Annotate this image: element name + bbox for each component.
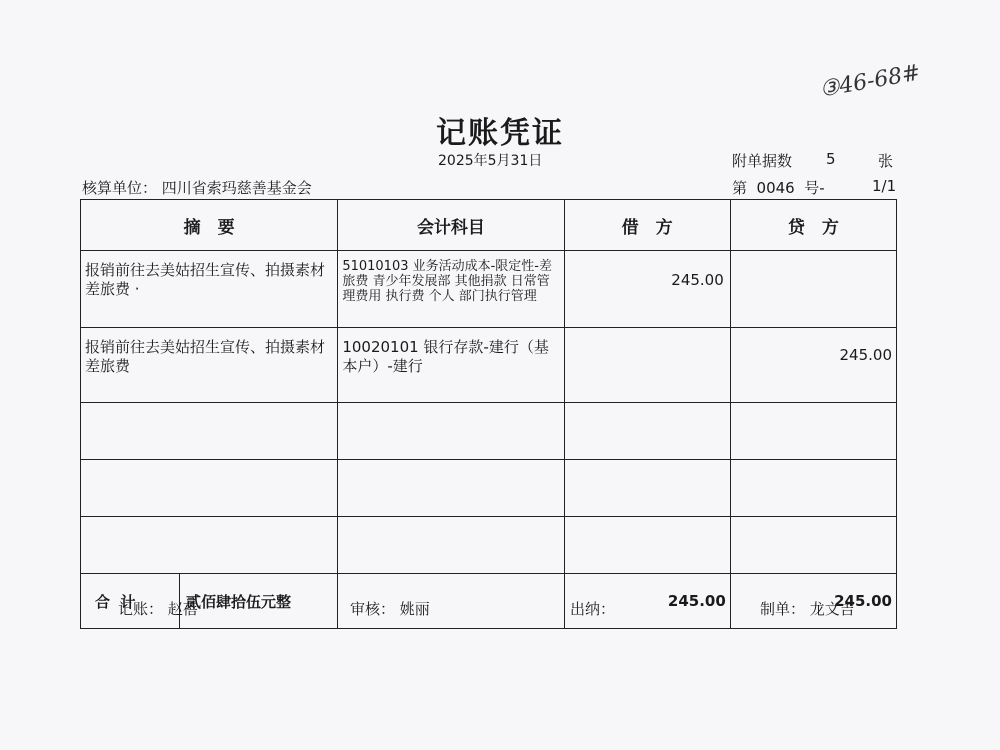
accounting-unit: 核算单位： 四川省索玛慈善基金会: [82, 179, 312, 197]
reviewer-signature: 审核： 姚丽: [350, 600, 430, 618]
attachments-unit: 张: [878, 152, 894, 170]
total-credit: 245.00: [730, 574, 896, 629]
header-credit: 贷 方: [730, 200, 896, 251]
preparer-signature: 制单： 龙文吉: [760, 600, 855, 618]
handwritten-note: ③46-68#: [818, 60, 923, 103]
page-title: 记账凭证: [436, 116, 564, 151]
total-label: 合 计: [81, 574, 180, 628]
attachments-label: 附单据数: [732, 152, 793, 170]
bookkeeper-signature: 记账： 赵蓓: [118, 600, 198, 618]
voucher-table: [80, 199, 897, 629]
entry-credit: [730, 251, 896, 328]
total-debit: 245.00: [564, 574, 730, 629]
header-subject: 会计科目: [338, 200, 564, 251]
entry-summary: 报销前往去美姑招生宣传、拍摄素材差旅费: [81, 328, 338, 403]
entry-credit: 245.00: [730, 328, 896, 403]
voucher-page-number: 1/1: [872, 177, 897, 195]
table-row: [81, 328, 897, 403]
table-row-empty: [81, 403, 897, 460]
voucher-number: 第 0046 号-: [732, 179, 825, 197]
entry-summary: 报销前往去美姑招生宣传、拍摄素材差旅费 ·: [81, 251, 338, 328]
header-debit: 借 方: [564, 200, 730, 251]
table-row-empty: [81, 517, 897, 574]
table-row: [81, 251, 897, 328]
entry-debit: 245.00: [564, 251, 730, 328]
entry-subject: 10020101 银行存款-建行（基本户）-建行: [338, 328, 564, 403]
entry-debit: [564, 328, 730, 403]
header-summary: 摘 要: [81, 200, 338, 251]
entry-subject: 51010103 业务活动成本-限定性-差旅费 青少年发展部 其他捐款 日常管理费用 执行费 个人 部门执行管理: [338, 251, 564, 328]
voucher-date: 2025年5月31日: [438, 153, 543, 169]
attachments-count: 5: [826, 150, 836, 168]
table-header-row: [81, 200, 897, 251]
total-in-words: 贰佰肆拾伍元整: [186, 592, 292, 611]
table-row-empty: [81, 460, 897, 517]
cashier-signature: 出纳：: [570, 600, 616, 618]
